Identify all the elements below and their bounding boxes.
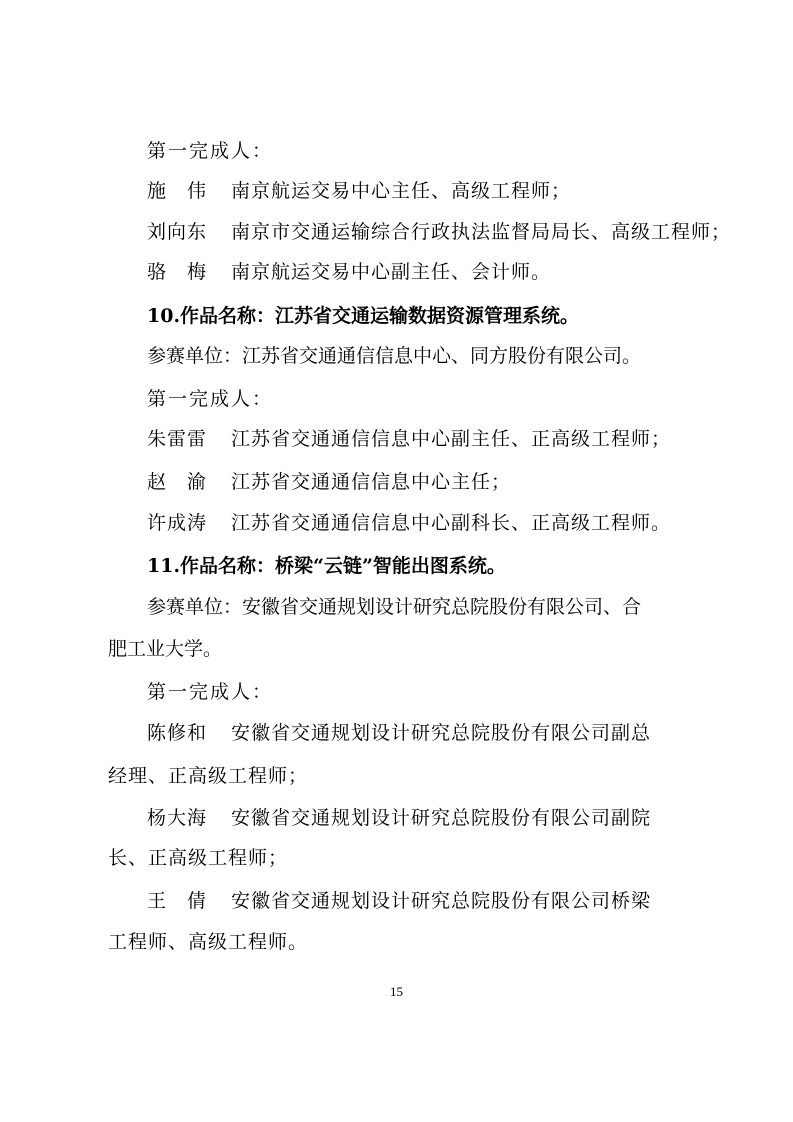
person-desc-cont: 长、正高级工程师； — [108, 847, 289, 869]
person-name: 刘向东 — [147, 221, 208, 243]
person-line — [147, 219, 731, 245]
person-desc: 江苏省交通通信信息中心副主任、正高级工程师； — [231, 428, 672, 450]
person-line — [147, 888, 651, 914]
person-line — [147, 469, 511, 495]
person-desc: 安徽省交通规划设计研究总院股份有限公司桥梁 — [231, 890, 652, 912]
person-name: 骆 梅 — [147, 261, 208, 283]
person-name: 朱雷雷 — [147, 428, 208, 450]
person-line — [147, 720, 651, 746]
person-desc: 江苏省交通通信信息中心主任； — [231, 471, 512, 493]
person-desc: 安徽省交通规划设计研究总院股份有限公司副总 — [231, 722, 652, 744]
participant-unit: 参赛单位：江苏省交通通信信息中心、同方股份有限公司。 — [147, 345, 642, 367]
person-name: 赵 渝 — [147, 471, 208, 493]
person-name: 王 倩 — [147, 890, 208, 912]
person-line — [147, 510, 671, 536]
person-name: 杨大海 — [147, 807, 208, 829]
participant-unit-cont: 肥工业大学。 — [108, 638, 223, 660]
person-desc: 安徽省交通规划设计研究总院股份有限公司副院 — [231, 807, 652, 829]
person-desc: 南京航运交易中心主任、高级工程师； — [231, 180, 572, 202]
entry-title: 11.作品名称：桥梁“云链”智能出图系统。 — [147, 555, 506, 577]
person-desc: 南京市交通运输综合行政执法监督局局长、高级工程师； — [231, 221, 732, 243]
person-name: 陈修和 — [147, 722, 208, 744]
person-desc-cont: 工程师、高级工程师。 — [108, 931, 309, 953]
first-completers-label: 第一完成人： — [147, 140, 274, 162]
person-line — [147, 259, 551, 285]
participant-unit: 参赛单位：安徽省交通规划设计研究总院股份有限公司、合 — [147, 596, 642, 618]
person-desc-cont: 经理、正高级工程师； — [108, 765, 309, 787]
first-completers-label: 第一完成人： — [147, 681, 274, 703]
first-completers-label: 第一完成人： — [147, 388, 274, 410]
person-line — [147, 805, 651, 831]
person-desc: 江苏省交通通信信息中心副科长、正高级工程师。 — [231, 512, 672, 534]
page-number: 15 — [390, 984, 403, 999]
entry-title: 10.作品名称：江苏省交通运输数据资源管理系统。 — [147, 305, 580, 327]
person-desc: 南京航运交易中心副主任、会计师。 — [231, 261, 552, 283]
person-line — [147, 426, 671, 452]
person-name: 许成涛 — [147, 512, 208, 534]
person-line — [147, 178, 571, 204]
person-name: 施 伟 — [147, 180, 208, 202]
